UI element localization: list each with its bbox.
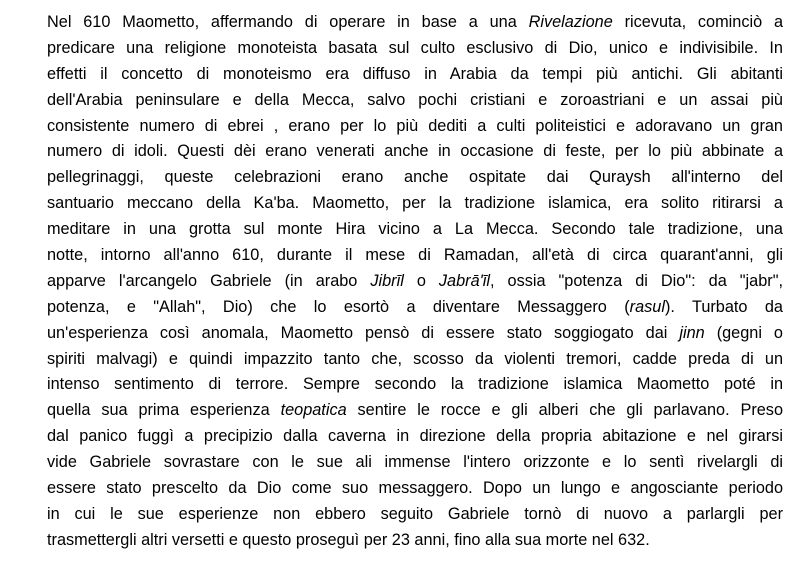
text-run: predicare una religione monoteista basata sul culto esclusivo di Dio, unico e indivisibile. In bbox=[47, 38, 783, 57]
text-run: apparve l'arcangelo Gabriele (in arabo bbox=[47, 271, 371, 290]
text-run: dell'Arabia peninsulare e della Mecca, salvo pochi cristiani e zoroastriani e un assai più bbox=[47, 90, 783, 109]
text-line bbox=[47, 295, 783, 321]
text-run: un'esperienza così anomala, Maometto pensò di essere stato soggiogato dai bbox=[47, 323, 680, 342]
text-line bbox=[47, 347, 783, 373]
italic-term: teopatica bbox=[280, 401, 347, 420]
text-run: notte, intorno all'anno 610, durante il mese di Ramadan, all'età di circa quarant'anni, gli bbox=[47, 246, 783, 265]
text-run: sentire le rocce e gli alberi che gli parlavano. Preso bbox=[346, 401, 783, 420]
text-run: essere stato prescelto da Dio come suo messaggero. Dopo un lungo e angosciante periodo bbox=[47, 479, 783, 498]
text-line bbox=[47, 424, 783, 450]
text-run: quella sua prima esperienza bbox=[47, 401, 281, 420]
text-line bbox=[47, 528, 783, 554]
text-run: Nel 610 Maometto, affermando di operare in base a una bbox=[47, 13, 529, 31]
text-run: potenza, e "Allah", Dio) che lo esortò a diventare Messaggero ( bbox=[47, 297, 630, 316]
text-run: pellegrinaggi, queste celebrazioni erano anche ospitate dai Quraysh all'interno del bbox=[47, 168, 783, 187]
text-run: effetti il concetto di monoteismo era diffuso in Arabia da tempi più antichi. Gli abitanti bbox=[47, 64, 783, 83]
text-run: (gegni o bbox=[704, 323, 783, 342]
text-run: santuario meccano della Ka'ba. Maometto, per la tradizione islamica, era solito ritirarsi a bbox=[47, 194, 783, 213]
text-line bbox=[47, 321, 783, 347]
text-line bbox=[47, 88, 783, 114]
text-line bbox=[47, 502, 783, 528]
text-line bbox=[47, 243, 783, 269]
text-line bbox=[47, 139, 783, 165]
italic-term: jinn bbox=[679, 323, 705, 342]
italic-term: Rivelazione bbox=[528, 13, 613, 31]
paragraph bbox=[47, 10, 783, 554]
text-line bbox=[47, 36, 783, 62]
text-run: ricevuta, cominciò a bbox=[612, 13, 783, 31]
text-line bbox=[47, 372, 783, 398]
text-run: meditare in una grotta sul monte Hira vicino a La Mecca. Secondo tale tradizione, una bbox=[47, 220, 783, 239]
text-run: dal panico fuggì a precipizio dalla caverna in direzione della propria abitazione e nel girarsi bbox=[47, 427, 783, 446]
text-run: spiriti malvagi) e quindi impazzito tanto che, scosso da violenti tremori, cadde preda di un bbox=[47, 349, 783, 368]
text-line bbox=[47, 191, 783, 217]
text-run: o bbox=[403, 271, 439, 290]
text-line bbox=[47, 398, 783, 424]
text-line bbox=[47, 114, 783, 140]
text-line bbox=[47, 165, 783, 191]
text-run: intenso sentimento di terrore. Sempre secondo la tradizione islamica Maometto poté in bbox=[47, 375, 783, 394]
italic-term: Jabrā'īl bbox=[438, 271, 490, 290]
text-run: ). Turbato da bbox=[664, 297, 783, 316]
text-line bbox=[47, 450, 783, 476]
text-line bbox=[47, 476, 783, 502]
text-run: , ossia "potenza di Dio": da "jabr", bbox=[489, 271, 783, 290]
text-run: numero di idoli. Questi dèi erano venerati anche in occasione di feste, per lo più abbinate a bbox=[47, 142, 783, 161]
text-line bbox=[47, 217, 783, 243]
text-line bbox=[47, 269, 783, 295]
text-document bbox=[47, 10, 783, 554]
text-line bbox=[47, 10, 783, 36]
text-run: trasmettergli altri versetti e questo proseguì per 23 anni, fino alla sua morte nel 632. bbox=[47, 530, 650, 549]
text-run: in cui le sue esperienze non ebbero seguito Gabriele tornò di nuovo a parlargli per bbox=[47, 504, 783, 523]
text-run: consistente numero di ebrei , erano per lo più dediti a culti politeistici e adoravano un gran bbox=[47, 116, 783, 135]
italic-term: rasul bbox=[629, 297, 665, 316]
text-run: vide Gabriele sovrastare con le sue ali immense l'intero orizzonte e lo sentì rivelargli di bbox=[47, 453, 783, 472]
italic-term: Jibrīl bbox=[370, 271, 404, 290]
text-line bbox=[47, 62, 783, 88]
